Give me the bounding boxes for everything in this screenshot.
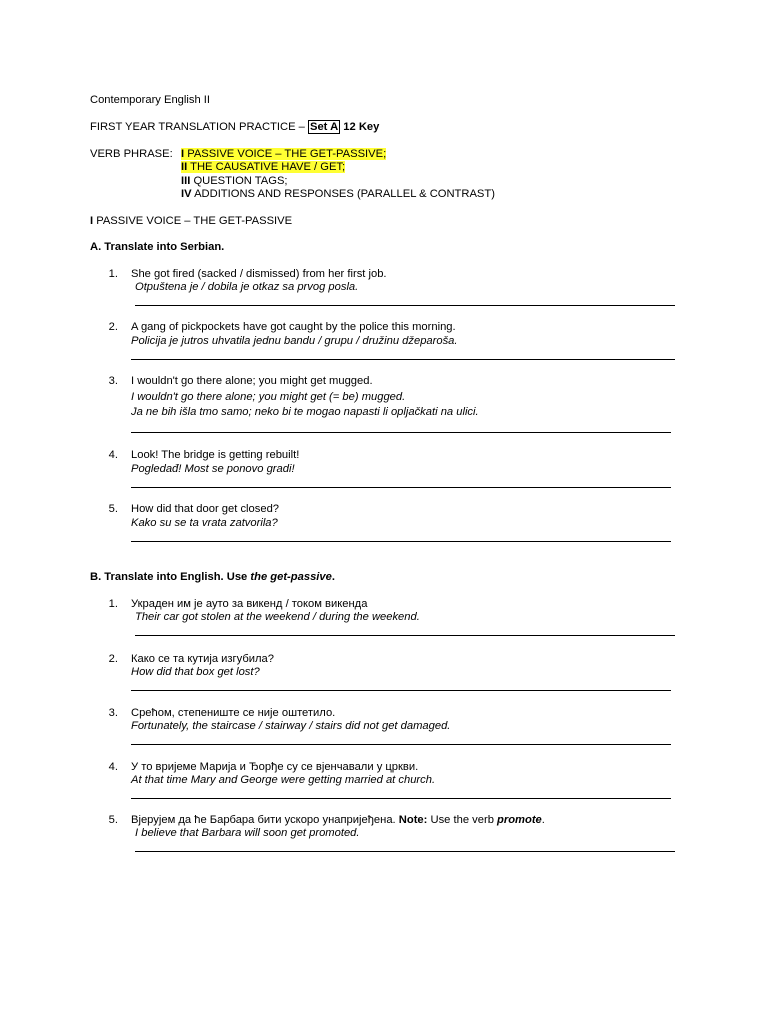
a1-prompt: She got fired (sacked / dismissed) from her first job. [131, 268, 387, 280]
b2-answer: How did that box get lost? [131, 666, 260, 678]
item-number: 2. [108, 653, 118, 665]
b3-answer: Fortunately, the staircase / stairway / stairs did not get damaged. [131, 720, 451, 732]
item-number: 4. [108, 449, 118, 461]
a3-answer: I wouldn't go there alone; you might get (= be) mugged. [131, 391, 406, 403]
verb-phrase-label: VERB PHRASE: [90, 148, 173, 160]
item-number: 5. [108, 503, 118, 515]
numeral: I [181, 148, 185, 160]
numeral: II [181, 161, 188, 173]
b5-prompt [131, 814, 545, 827]
numeral: I [90, 215, 94, 227]
practice-prefix: FIRST YEAR TRANSLATION PRACTICE – [90, 121, 308, 133]
verb-phrase-item-3 [181, 175, 288, 188]
answer-line [131, 432, 671, 433]
part-b-heading [90, 571, 335, 584]
numeral: IV [181, 188, 192, 200]
answer-line [135, 305, 675, 306]
a3-prompt: I wouldn't go there alone; you might get mugged. [131, 375, 373, 387]
b5-prompt-text: Вјерујем да ће Барбара бити ускоро унапријеђена. [131, 814, 399, 826]
a5-prompt: How did that door get closed? [131, 503, 280, 515]
note-text: Use the verb [427, 814, 498, 826]
note-label: Note: [398, 814, 428, 826]
item-number: 4. [108, 761, 118, 773]
a4-answer: Pogledađ! Most se ponovo gradi! [131, 463, 295, 475]
a1-answer: Otpuštena je / dobila je otkaz sa prvog posla. [135, 281, 359, 293]
b3-prompt: Срећом, степениште се није оштетило. [131, 707, 336, 719]
answer-line [131, 487, 671, 488]
answer-line [135, 851, 675, 852]
b4-answer: At that time Mary and George were getting married at church. [131, 774, 436, 786]
verb-phrase-item-1 [181, 148, 386, 161]
b4-prompt: У то вријеме Марија и Ђорђе су се вјенчавали у цркви. [131, 761, 419, 773]
item-text: ADDITIONS AND RESPONSES (PARALLEL & CONTRAST) [194, 188, 495, 200]
part-a-heading: A. Translate into Serbian. [90, 241, 225, 253]
item-number: 3. [108, 375, 118, 387]
heading-emphasis: the get-passive [250, 571, 332, 583]
item-text: QUESTION TAGS; [193, 175, 288, 187]
item-number: 2. [108, 321, 118, 333]
a3-answer-2: Ja ne bih išla tmo samo; neko bi te mogao napasti li opljačkati na ulici. [131, 406, 479, 418]
answer-line [135, 635, 675, 636]
item-number: 3. [108, 707, 118, 719]
a2-answer: Policija je jutros uhvatila jednu bandu / grupu / družinu džeparoša. [131, 335, 458, 347]
item-number: 1. [108, 268, 118, 280]
key-label: 12 Key [343, 121, 380, 133]
answer-line [131, 690, 671, 691]
a5-answer: Kako su se ta vrata zatvorila? [131, 517, 278, 529]
section-title [90, 215, 292, 228]
verb-phrase-item-2 [181, 161, 345, 174]
heading-prefix: B. Translate into English. Use [90, 571, 251, 583]
verb-phrase-item-4 [181, 188, 495, 201]
answer-line [131, 359, 675, 360]
item-text: PASSIVE VOICE – THE GET-PASSIVE; [187, 148, 387, 160]
a4-prompt: Look! The bridge is getting rebuilt! [131, 449, 300, 461]
section-title-text: PASSIVE VOICE – THE GET-PASSIVE [96, 215, 293, 227]
note-verb: promote [497, 814, 542, 826]
b2-prompt: Како се та кутија изгубила? [131, 653, 274, 665]
b5-answer: I believe that Barbara will soon get promoted. [135, 827, 360, 839]
b1-prompt: Украден им је ауто за викенд / током викенда [131, 598, 368, 610]
course-title: Contemporary English II [90, 94, 211, 106]
a2-prompt: A gang of pickpockets have got caught by the police this morning. [131, 321, 456, 333]
b1-answer: Their car got stolen at the weekend / during the weekend. [135, 611, 420, 623]
heading-suffix: . [331, 571, 335, 583]
item-number: 5. [108, 814, 118, 826]
numeral: III [181, 175, 191, 187]
answer-line [131, 541, 671, 542]
answer-line [131, 744, 671, 745]
set-label: Set A [310, 121, 339, 133]
item-text: THE CAUSATIVE HAVE / GET; [190, 161, 346, 173]
practice-title [90, 121, 379, 134]
item-number: 1. [108, 598, 118, 610]
note-end: . [541, 814, 545, 826]
answer-line [131, 798, 671, 799]
